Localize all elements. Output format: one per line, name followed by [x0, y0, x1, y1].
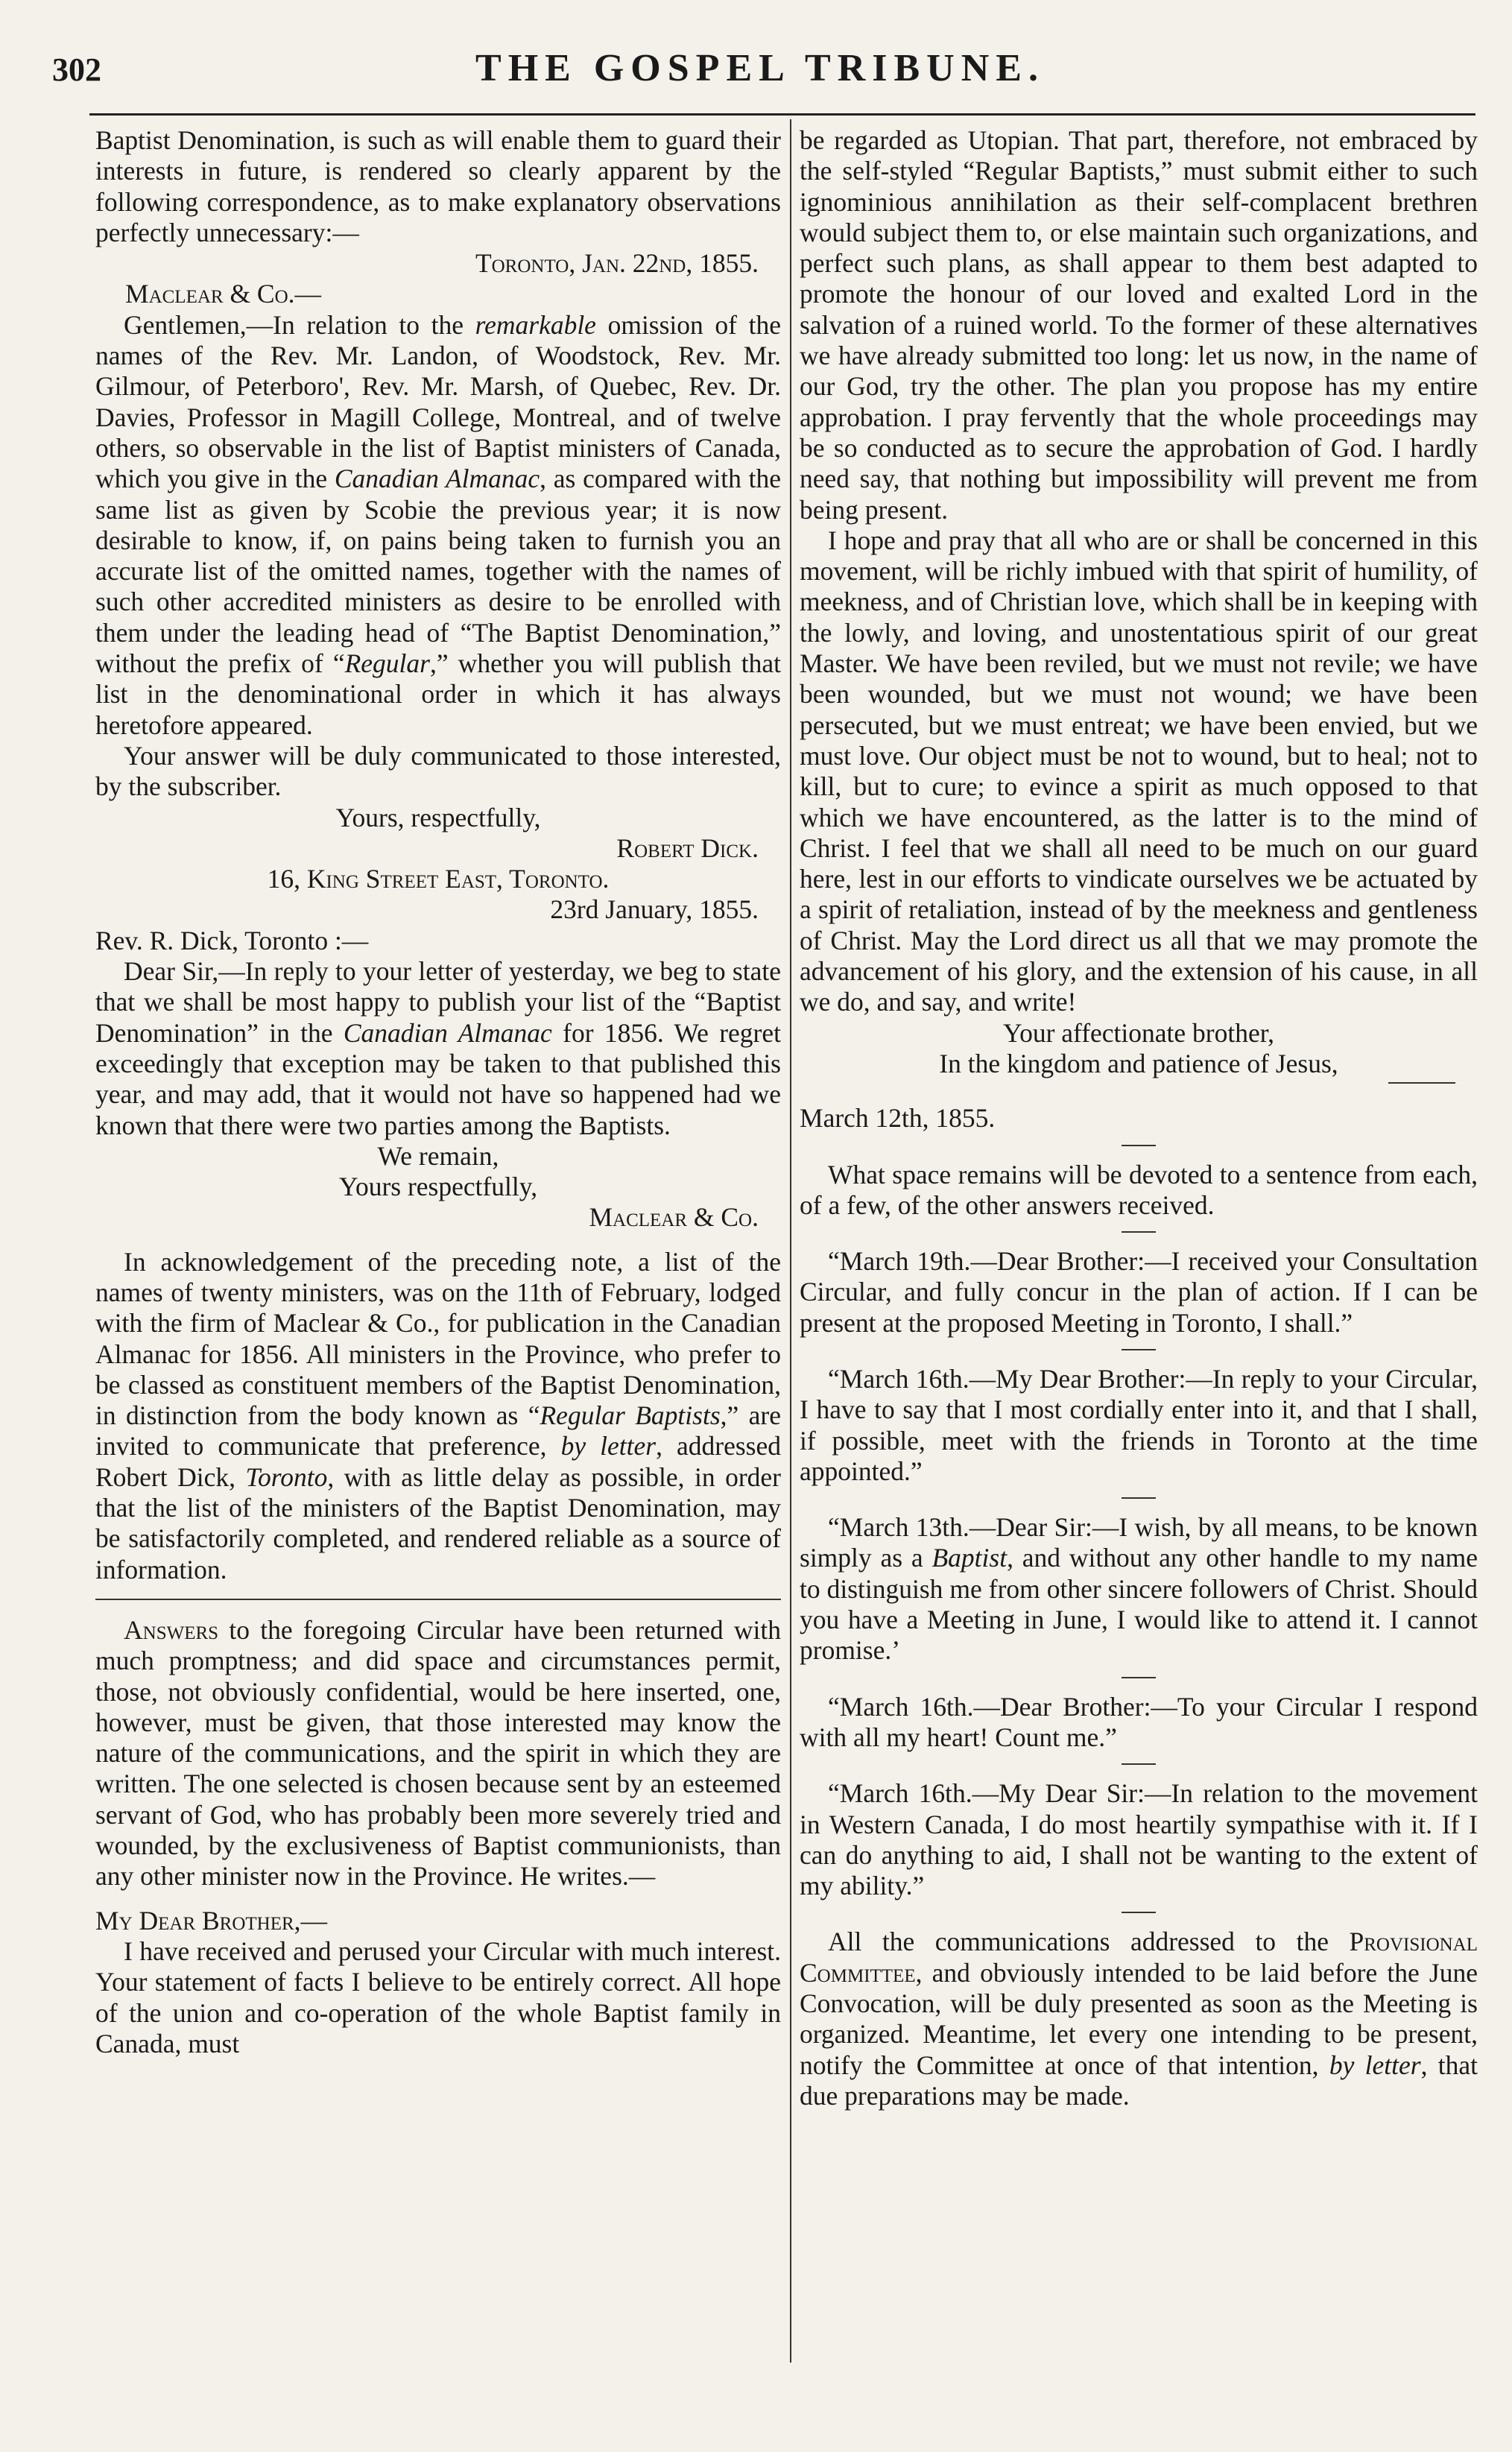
text: , with as little delay as possible, in order that the list of the ministers of the Baptist Denomination, may be satisfactorily completed, and rendered reliable as a source of information. — [95, 1462, 781, 1584]
italic-text: remarkable — [475, 309, 596, 340]
salutation — [95, 1906, 781, 1936]
letter-closing — [95, 1141, 781, 1172]
separator — [1122, 1145, 1156, 1146]
quoted-reply — [800, 1364, 1478, 1487]
text: , and obviously intended to be laid before the June Convocation, will be duly presented as soon as the Meeting is organized. Meantime, let every one intending to be present, notify the Committee at once of that intention, — [800, 1957, 1478, 2080]
text: be regarded as Utopian. That part, therefore, not embraced by the self-styled “Regular Baptists,” must submit either to such ignominious annihilation as their self-complacent brethren would subject them to, or else maintain such organizations, and perfect such plans, as shall appear to them best adapted to promote the honour of our loved and exalted Lord in the salvation of a ruined world. To the former of these alternatives we have already submitted too long: let us now, in the name of our God, try the other. The plan you propose has my entire approbation. I pray fervently that the whole proceedings may be so conducted as to secure the approbation of God. I hardly need say, that nothing but impossibility will prevent me from being present. — [800, 125, 1478, 525]
italic-text: by letter — [560, 1431, 657, 1462]
signature — [95, 1202, 781, 1233]
separator — [1122, 1677, 1156, 1678]
text: Toronto, Jan. 22nd, 1855. — [475, 248, 759, 279]
paragraph — [95, 741, 781, 803]
text: , as compared with the same list as given by Scobie the previous year; it is now desirable to know, if, on pains being taken to furnish you an accurate list of the omitted names, together with the names of such other accredited ministers as desire to be enrolled with them under the leading head of “The Baptist Denomination,” without the prefix of “ — [95, 464, 782, 679]
text: Maclear & Co. — [589, 1202, 759, 1233]
signature — [95, 833, 781, 864]
letter-closing — [800, 1049, 1478, 1079]
text: for 1856. We regret exceedingly that exception may be taken to that published this year, and may add, that it would not have so happened had we known that there were two parties among the Baptists. — [95, 1017, 781, 1140]
italic-text: Regular Baptists — [540, 1400, 721, 1431]
text: Yours respectfully, — [338, 1172, 538, 1202]
spacer — [95, 1233, 781, 1247]
text: I have received and perused your Circular with much interest. Your statement of facts I believe to be entirely correct. All hope of the union and co-operation of the whole Baptist family in Canada, must — [95, 1936, 781, 2058]
text: “March 16th.—Dear Brother:—To your Circular I respond with all my heart! Count me.” — [800, 1691, 1478, 1752]
text: In acknowledgement of the preceding note, a list of the names of twenty ministers, was on the 11th of February, lodged with the firm of Maclear & Co., for publication in the Canadian Almanac for 1856. All ministers in the Province, who prefer to be classed as constituent members of the Baptist Denomination, in distinction from the body known as “ — [95, 1246, 781, 1431]
spacer — [95, 1892, 781, 1906]
letter-address — [95, 864, 781, 894]
letter-closing — [800, 1018, 1478, 1049]
text: Provisional Committee — [800, 1927, 1478, 1988]
text: ,” are invited to communicate that preference, — [95, 1400, 782, 1462]
text: Dear Sir,—In reply to your letter of yesterday, we beg to state that we shall be most happy to publish your list of the “Baptist Denomination” in the — [95, 956, 781, 1048]
text: Yours, respectfully, — [335, 802, 541, 832]
left-column — [95, 125, 781, 2059]
text: “March 13th.—Dear Sir:—I wish, by all means, to be known simply as a — [800, 1512, 1478, 1573]
separator — [1122, 1497, 1156, 1499]
paragraph — [95, 1615, 781, 1892]
text: 16, King Street East, Toronto. — [267, 864, 610, 894]
text: , and without any other handle to my name to distinguish me from other sincere followers of Christ. Should you have a Meeting in June, I would like to attend it. I cannot promise.’ — [800, 1543, 1478, 1666]
paragraph — [95, 310, 781, 741]
text: 23rd January, 1855. — [550, 894, 759, 925]
text: What space remains will be devoted to a sentence from each, of a few, of the other answers received. — [800, 1159, 1478, 1220]
italic-text: Canadian Almanac — [343, 1017, 552, 1048]
text: Gentlemen,—In relation to the — [124, 309, 475, 340]
section-rule — [95, 1599, 781, 1600]
quoted-reply — [800, 1778, 1478, 1901]
letter-date — [95, 894, 781, 925]
header-rule — [89, 113, 1475, 116]
paragraph — [95, 956, 781, 1141]
italic-text: Toronto — [245, 1462, 328, 1492]
text: , addressed Robert Dick, — [95, 1431, 781, 1492]
text: “March 19th.—Dear Brother:—I received your Consultation Circular, and fully concur in the plan of action. If I can be present at the proposed Meeting in Toronto, I shall.” — [800, 1246, 1478, 1338]
text: “March 16th.—My Dear Brother:—In reply to your Circular, I have to say that I most cordially enter into it, and that I shall, if possible, meet with the friends in Toronto at the time appointed.” — [800, 1363, 1478, 1486]
journal-title: THE GOSPEL TRIBUNE. — [475, 47, 1045, 89]
text: My Dear Brother,— — [95, 1905, 328, 1936]
paragraph — [800, 1160, 1478, 1222]
text: to the foregoing Circular have been returned with much promptness; and did space and circumstances permit, those, not obviously confidential, would be here inserted, one, however, must be given, that those interested may know the nature of the communications, and the spirit in which they are written. The one selected is chosen because sent by an esteemed servant of God, who has probably been more severely tried and wounded, by the exclusiveness of Baptist communionists, than any other minister now in the Province. He writes.— — [95, 1614, 781, 1892]
letter-closing — [95, 803, 781, 833]
text: Rev. R. Dick, Toronto :— — [95, 925, 369, 955]
text: omission of the names of the Rev. Mr. Landon, of Woodstock, Rev. Mr. Gilmour, of Peterboro', Rev. Mr. Marsh, of Quebec, Rev. Dr. Davies, Professor in Magill College, Montreal, and of twelve others, so observable in the list of Baptist ministers of Canada, which you give in the — [95, 309, 781, 494]
text: We remain, — [377, 1140, 499, 1171]
page-header — [52, 46, 1468, 98]
text: I hope and pray that all who are or shall be concerned in this movement, will be richly imbued with that spirit of humility, of meekness, and of Christian love, which shall be in keeping with the lowly, and loving, and unostentatious spirit of our great Master. We have been reviled, but we must not revile; we have been wounded, but we must not wound; we have been persecuted, but we must entreat; we have been envied, but we must love. Our object must be not to wound, but to heal; not to kill, but to cure; to evince a spirit as much opposed to that which we have encountered, as the latter is to the mind of Christ. I feel that we shall all need to be much on our guard here, lest in our efforts to vindicate ourselves we be actuated by a spirit of retaliation, instead of by the meekness and gentleness of Christ. May the Lord direct us all that we may promote the advancement of his glory, and the extension of his cause, in all we do, and say, and write! — [800, 525, 1478, 1017]
letter-addressee — [95, 279, 781, 309]
text: Your answer will be duly communicated to those interested, by the subscriber. — [95, 740, 781, 802]
text: ,” whether you will publish that list in the denominational order in which it has always heretofore appeared. — [95, 648, 782, 740]
separator — [1122, 1763, 1156, 1765]
text: In the kingdom and patience of Jesus, — [939, 1048, 1338, 1078]
separator — [1122, 1349, 1156, 1350]
italic-text: Canadian Almanac — [334, 464, 540, 494]
column-divider — [790, 119, 791, 2363]
text: Robert Dick. — [616, 832, 759, 863]
paragraph — [800, 525, 1478, 1018]
text: Answers — [124, 1614, 219, 1645]
letter-date — [800, 1103, 1478, 1134]
letter-date — [95, 248, 781, 279]
paragraph — [95, 1247, 781, 1585]
signature-line — [1388, 1082, 1455, 1084]
paragraph — [800, 1927, 1478, 2111]
text: , that due preparations may be made. — [800, 2050, 1478, 2111]
letter-closing — [95, 1172, 781, 1202]
text: Baptist Denomination, is such as will enable them to guard their interests in future, is rendered so clearly apparent by the following correspondence, as to make explanatory observations perfectly unnecessary:— — [95, 125, 781, 247]
quoted-reply — [800, 1692, 1478, 1754]
separator — [1122, 1231, 1156, 1233]
page-number: 302 — [52, 51, 101, 88]
letter-addressee — [95, 926, 781, 956]
paragraph — [95, 1936, 781, 2059]
separator — [1122, 1912, 1156, 1913]
quoted-reply — [800, 1512, 1478, 1666]
text: “March 16th.—My Dear Sir:—In relation to the movement in Western Canada, I do most heartily sympathise with it. If I can do anything to aid, I shall not be wanting to the extent of my ability.” — [800, 1778, 1478, 1901]
italic-text: by letter — [1329, 2050, 1421, 2080]
paragraph — [800, 125, 1478, 525]
quoted-reply — [800, 1246, 1478, 1339]
italic-text: Baptist — [931, 1543, 1008, 1573]
text: Maclear & Co.— — [125, 279, 322, 309]
text: March 12th, 1855. — [800, 1103, 996, 1134]
text: Your affectionate brother, — [1003, 1017, 1274, 1048]
italic-text: Regular — [344, 648, 430, 679]
right-column — [800, 125, 1478, 2111]
text: All the communications addressed to the — [828, 1927, 1350, 1957]
paragraph — [95, 125, 781, 248]
